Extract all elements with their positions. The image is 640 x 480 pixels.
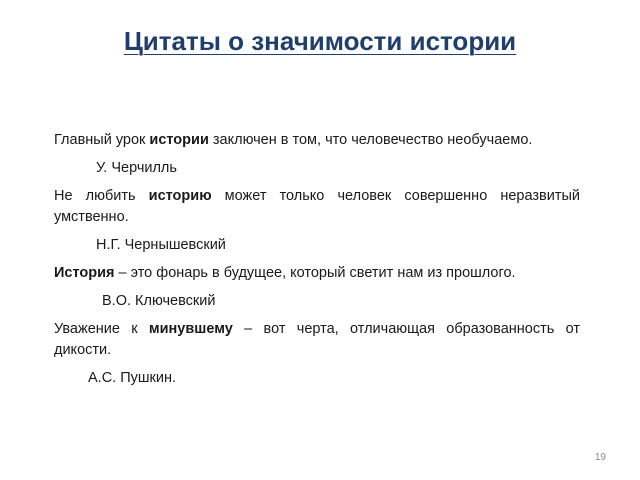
quote-author-pushkin: А.С. Пушкин.: [88, 370, 177, 386]
quote-text-post: может только человек совершенно неразвитый умственно.: [54, 188, 581, 225]
quote-keyword: минувшему: [148, 321, 233, 337]
quote-text-pre: Не любить: [54, 188, 149, 204]
quote-text-pre: Главный урок: [54, 132, 150, 148]
quote-keyword: истории: [149, 132, 209, 148]
quote-text-post: – вот черта, отличающая образованность от дикости.: [54, 321, 580, 358]
quote-text-post: заключен в том, что человечество необучаемо.: [208, 132, 533, 148]
quote-pushkin: [54, 319, 580, 361]
quote-text-post: – это фонарь в будущее, который светит нам из прошлого.: [114, 265, 516, 281]
slide-title: Цитаты о значимости истории: [123, 26, 517, 56]
quote-author-churchill: У. Черчилль: [96, 160, 177, 176]
quote-churchill: [54, 130, 580, 151]
quote-klyuchevsky: [54, 263, 580, 284]
quote-author-klyuchevsky: В.О. Ключевский: [102, 293, 216, 309]
quote-author-chernyshevsky: Н.Г. Чернышевский: [96, 237, 226, 253]
page-number: 19: [594, 452, 606, 463]
quotes-list: [54, 130, 580, 396]
quote-text-pre: Уважение к: [54, 321, 149, 337]
quote-keyword: История: [54, 265, 115, 281]
quote-chernyshevsky: [54, 186, 580, 228]
quote-keyword: историю: [148, 188, 212, 204]
